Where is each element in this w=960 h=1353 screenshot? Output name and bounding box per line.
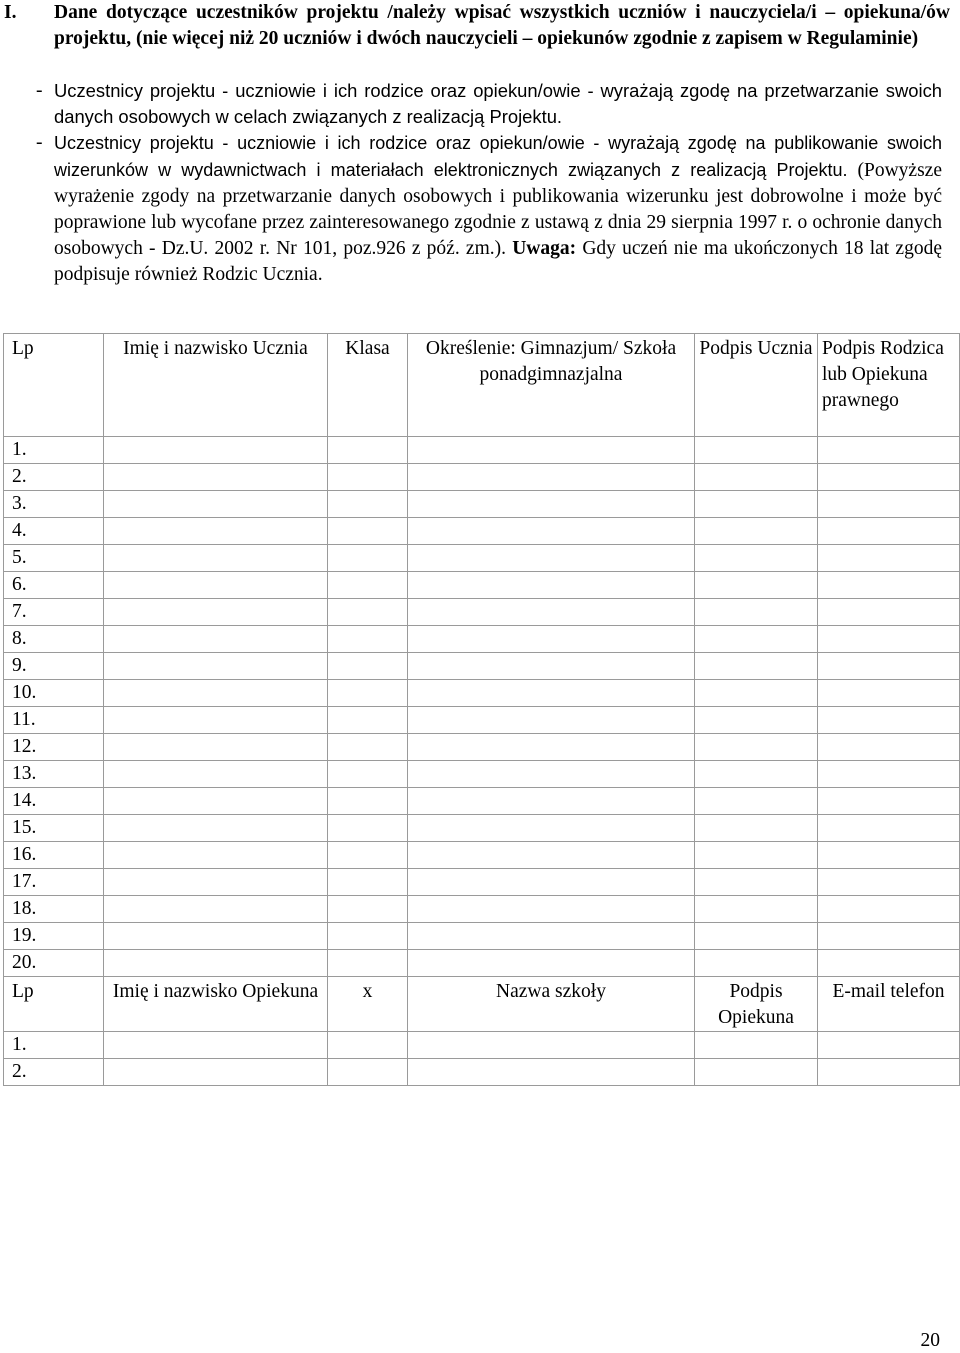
student-row — [4, 896, 960, 923]
student-cell[interactable] — [408, 491, 695, 518]
student-cell[interactable] — [818, 491, 960, 518]
student-row-number: 18. — [4, 896, 104, 923]
student-cell[interactable] — [408, 545, 695, 572]
student-row-number: 1. — [4, 437, 104, 464]
student-row — [4, 842, 960, 869]
student-cell[interactable] — [695, 869, 818, 896]
student-cell[interactable] — [328, 707, 408, 734]
student-cell[interactable] — [328, 896, 408, 923]
student-cell[interactable] — [104, 896, 328, 923]
header-teacher-lp: Lp — [4, 977, 104, 1032]
student-cell[interactable] — [328, 842, 408, 869]
student-cell[interactable] — [818, 626, 960, 653]
student-row-number: 8. — [4, 626, 104, 653]
student-cell[interactable] — [408, 869, 695, 896]
student-cell[interactable] — [104, 545, 328, 572]
student-row — [4, 950, 960, 977]
student-cell[interactable] — [408, 815, 695, 842]
student-cell[interactable] — [328, 923, 408, 950]
student-cell[interactable] — [328, 788, 408, 815]
students-header-row — [4, 334, 960, 437]
student-cell[interactable] — [818, 734, 960, 761]
student-cell[interactable] — [104, 464, 328, 491]
student-row — [4, 707, 960, 734]
student-row — [4, 869, 960, 896]
student-cell[interactable] — [104, 653, 328, 680]
student-cell[interactable] — [408, 707, 695, 734]
student-cell[interactable] — [818, 761, 960, 788]
student-row-number: 14. — [4, 788, 104, 815]
teacher-cell[interactable] — [104, 1032, 328, 1059]
student-cell[interactable] — [104, 437, 328, 464]
student-cell[interactable] — [408, 788, 695, 815]
student-cell[interactable] — [818, 842, 960, 869]
student-cell[interactable] — [818, 788, 960, 815]
student-cell[interactable] — [104, 815, 328, 842]
student-row-number: 16. — [4, 842, 104, 869]
student-cell[interactable] — [695, 896, 818, 923]
teachers-header-row — [4, 977, 960, 1032]
student-row — [4, 815, 960, 842]
student-cell[interactable] — [328, 599, 408, 626]
student-row — [4, 788, 960, 815]
student-row-number: 13. — [4, 761, 104, 788]
student-cell[interactable] — [818, 545, 960, 572]
consent-image-text — [54, 130, 942, 288]
student-cell[interactable] — [328, 572, 408, 599]
student-cell[interactable] — [328, 950, 408, 977]
header-lp: Lp — [4, 334, 104, 437]
student-row-number: 10. — [4, 680, 104, 707]
student-cell[interactable] — [818, 518, 960, 545]
student-row-number: 12. — [4, 734, 104, 761]
student-cell[interactable] — [104, 734, 328, 761]
teacher-cell[interactable] — [818, 1032, 960, 1059]
student-row-number: 19. — [4, 923, 104, 950]
student-cell[interactable] — [818, 707, 960, 734]
student-cell[interactable] — [818, 572, 960, 599]
student-row — [4, 599, 960, 626]
student-row-number: 9. — [4, 653, 104, 680]
teacher-cell[interactable] — [695, 1059, 818, 1086]
student-row — [4, 653, 960, 680]
student-cell[interactable] — [695, 572, 818, 599]
student-row-number: 7. — [4, 599, 104, 626]
consent-image-publication: - Uczestnicy projektu - uczniowie i ich rodzice oraz opiekun/owie - wyrażają zgodę na publikowanie swoich wizerunków w wydawnictwach i materiałach elektronicznych związanych z realizacją Projektu. (Powyższe wyrażenie zgody na przetwarzanie danych osobowych i publikowania wizerunku jest dobrowolne i może być poprawione lub wycofane przez zainteresowanego zgodnie z ustawą z dnia 29 sierpnia 1997 r. o ochronie danych osobowych - Dz.U. 2002 r. Nr 101, poz.926 z póź. zm.). Uwaga: Gdy uczeń nie ma ukończonych 18 lat zgodę podpisuje również Rodzic Ucznia. — [36, 130, 942, 288]
student-cell[interactable] — [328, 518, 408, 545]
student-cell[interactable] — [818, 950, 960, 977]
student-row — [4, 734, 960, 761]
student-row-number: 4. — [4, 518, 104, 545]
consent-data-processing: - Uczestnicy projektu - uczniowie i ich rodzice oraz opiekun/owie - wyrażają zgodę na przetwarzanie swoich danych osobowych w celach związanych z realizacją Projektu. — [36, 78, 942, 130]
student-cell[interactable] — [695, 626, 818, 653]
student-cell[interactable] — [104, 950, 328, 977]
student-cell[interactable] — [408, 680, 695, 707]
student-cell[interactable] — [104, 761, 328, 788]
teacher-cell[interactable] — [408, 1032, 695, 1059]
section-heading-text: Dane dotyczące uczestników projektu /należy wpisać wszystkich uczniów i nauczyciela/i – opiekuna/ów projektu, (nie więcej niż 20 uczniów i dwóch nauczycieli – opiekunów zgodnie z zapisem w Regulaminie) — [54, 2, 950, 49]
header-parent-signature: Podpis Rodzica lub Opiekuna prawnego — [818, 334, 960, 437]
student-row — [4, 761, 960, 788]
student-cell[interactable] — [104, 518, 328, 545]
student-cell[interactable] — [695, 545, 818, 572]
teacher-cell[interactable] — [328, 1059, 408, 1086]
student-cell[interactable] — [818, 599, 960, 626]
consent-image-sans: Uczestnicy projektu - uczniowie i ich rodzice oraz opiekun/owie - wyrażają zgodę na publikowanie swoich wizerunków w wydawnictwach i materiałach elektronicznych związanych z realizacją Projektu. — [54, 133, 942, 180]
page-number: 20 — [920, 1330, 940, 1351]
section-number: I. — [4, 2, 17, 23]
header-x: x — [328, 977, 408, 1032]
student-cell[interactable] — [695, 680, 818, 707]
student-cell[interactable] — [328, 437, 408, 464]
header-teacher-name: Imię i nazwisko Opiekuna — [104, 977, 328, 1032]
student-cell[interactable] — [695, 734, 818, 761]
student-row-number: 17. — [4, 869, 104, 896]
student-row-number: 11. — [4, 707, 104, 734]
teacher-row — [4, 1059, 960, 1086]
student-cell[interactable] — [104, 572, 328, 599]
student-cell[interactable] — [695, 464, 818, 491]
student-cell[interactable] — [328, 680, 408, 707]
student-cell[interactable] — [104, 842, 328, 869]
student-cell[interactable] — [695, 653, 818, 680]
student-cell[interactable] — [104, 491, 328, 518]
header-school-name: Nazwa szkoły — [408, 977, 695, 1032]
note-label: Uwaga: — [512, 238, 577, 259]
teacher-cell[interactable] — [818, 1059, 960, 1086]
note-text: Gdy uczeń nie ma ukończonych 18 lat zgodę podpisuje również Rodzic Ucznia. — [54, 238, 942, 285]
student-cell[interactable] — [695, 842, 818, 869]
student-row-number: 15. — [4, 815, 104, 842]
student-cell[interactable] — [408, 950, 695, 977]
student-cell[interactable] — [818, 653, 960, 680]
student-cell[interactable] — [104, 599, 328, 626]
student-cell[interactable] — [328, 761, 408, 788]
student-cell[interactable] — [408, 761, 695, 788]
header-student-signature: Podpis Ucznia — [695, 334, 818, 437]
student-cell[interactable] — [818, 464, 960, 491]
student-cell[interactable] — [408, 464, 695, 491]
student-cell[interactable] — [695, 761, 818, 788]
student-cell[interactable] — [818, 680, 960, 707]
student-cell[interactable] — [408, 923, 695, 950]
student-row-number: 5. — [4, 545, 104, 572]
student-cell[interactable] — [408, 653, 695, 680]
student-cell[interactable] — [695, 788, 818, 815]
teacher-row-number: 1. — [4, 1032, 104, 1059]
header-student-name: Imię i nazwisko Ucznia — [104, 334, 328, 437]
student-cell[interactable] — [104, 788, 328, 815]
student-cell[interactable] — [328, 464, 408, 491]
student-row — [4, 464, 960, 491]
student-cell[interactable] — [818, 869, 960, 896]
student-cell[interactable] — [695, 950, 818, 977]
student-cell[interactable] — [818, 896, 960, 923]
student-cell[interactable] — [328, 626, 408, 653]
student-row — [4, 626, 960, 653]
student-row — [4, 491, 960, 518]
student-row-number: 2. — [4, 464, 104, 491]
student-cell[interactable] — [695, 491, 818, 518]
student-cell[interactable] — [104, 626, 328, 653]
student-cell[interactable] — [695, 518, 818, 545]
student-cell[interactable] — [328, 491, 408, 518]
participants-table — [3, 333, 960, 1086]
student-cell[interactable] — [695, 599, 818, 626]
student-row — [4, 572, 960, 599]
student-cell[interactable] — [408, 626, 695, 653]
student-cell[interactable] — [695, 707, 818, 734]
consent-data-text: Uczestnicy projektu - uczniowie i ich rodzice oraz opiekun/owie - wyrażają zgodę na przetwarzanie swoich danych osobowych w celach związanych z realizacją Projektu. — [54, 80, 942, 127]
teacher-cell[interactable] — [328, 1032, 408, 1059]
student-row-number: 3. — [4, 491, 104, 518]
student-cell[interactable] — [328, 815, 408, 842]
student-cell[interactable] — [408, 842, 695, 869]
student-cell[interactable] — [104, 869, 328, 896]
student-cell[interactable] — [328, 545, 408, 572]
student-cell[interactable] — [695, 437, 818, 464]
student-row — [4, 437, 960, 464]
student-cell[interactable] — [104, 923, 328, 950]
student-cell[interactable] — [695, 815, 818, 842]
teacher-cell[interactable] — [104, 1059, 328, 1086]
student-cell[interactable] — [104, 707, 328, 734]
student-row — [4, 545, 960, 572]
header-school-type: Określenie: Gimnazjum/ Szkoła ponadgimnazjalna — [408, 334, 695, 437]
student-row — [4, 923, 960, 950]
teacher-cell[interactable] — [695, 1032, 818, 1059]
student-cell[interactable] — [408, 518, 695, 545]
student-row-number: 20. — [4, 950, 104, 977]
student-cell[interactable] — [818, 923, 960, 950]
consent-image-legal: (Powyższe wyrażenie zgody na przetwarzanie danych osobowych i publikowania wizerunku jest dobrowolne i może być poprawione lub wycofane przez zainteresowanego zgodnie z ustawą z dnia 29 sierpnia 1997 r. o ochronie danych osobowych - Dz.U. 2002 r. Nr 101, poz.926 z póź. zm.). — [54, 160, 942, 259]
teacher-row-number: 2. — [4, 1059, 104, 1086]
teacher-cell[interactable] — [408, 1059, 695, 1086]
student-cell[interactable] — [408, 734, 695, 761]
student-cell[interactable] — [818, 815, 960, 842]
header-contact: E-mail telefon — [818, 977, 960, 1032]
header-teacher-signature: Podpis Opiekuna — [695, 977, 818, 1032]
student-cell[interactable] — [695, 923, 818, 950]
student-cell[interactable] — [328, 653, 408, 680]
student-row-number: 6. — [4, 572, 104, 599]
student-cell[interactable] — [328, 869, 408, 896]
teacher-row — [4, 1032, 960, 1059]
student-cell[interactable] — [328, 734, 408, 761]
student-cell[interactable] — [104, 680, 328, 707]
student-cell[interactable] — [408, 896, 695, 923]
student-row — [4, 680, 960, 707]
section-heading — [4, 0, 950, 52]
student-cell[interactable] — [408, 572, 695, 599]
student-cell[interactable] — [408, 599, 695, 626]
student-row — [4, 518, 960, 545]
student-cell[interactable] — [408, 437, 695, 464]
student-cell[interactable] — [818, 437, 960, 464]
header-class: Klasa — [328, 334, 408, 437]
